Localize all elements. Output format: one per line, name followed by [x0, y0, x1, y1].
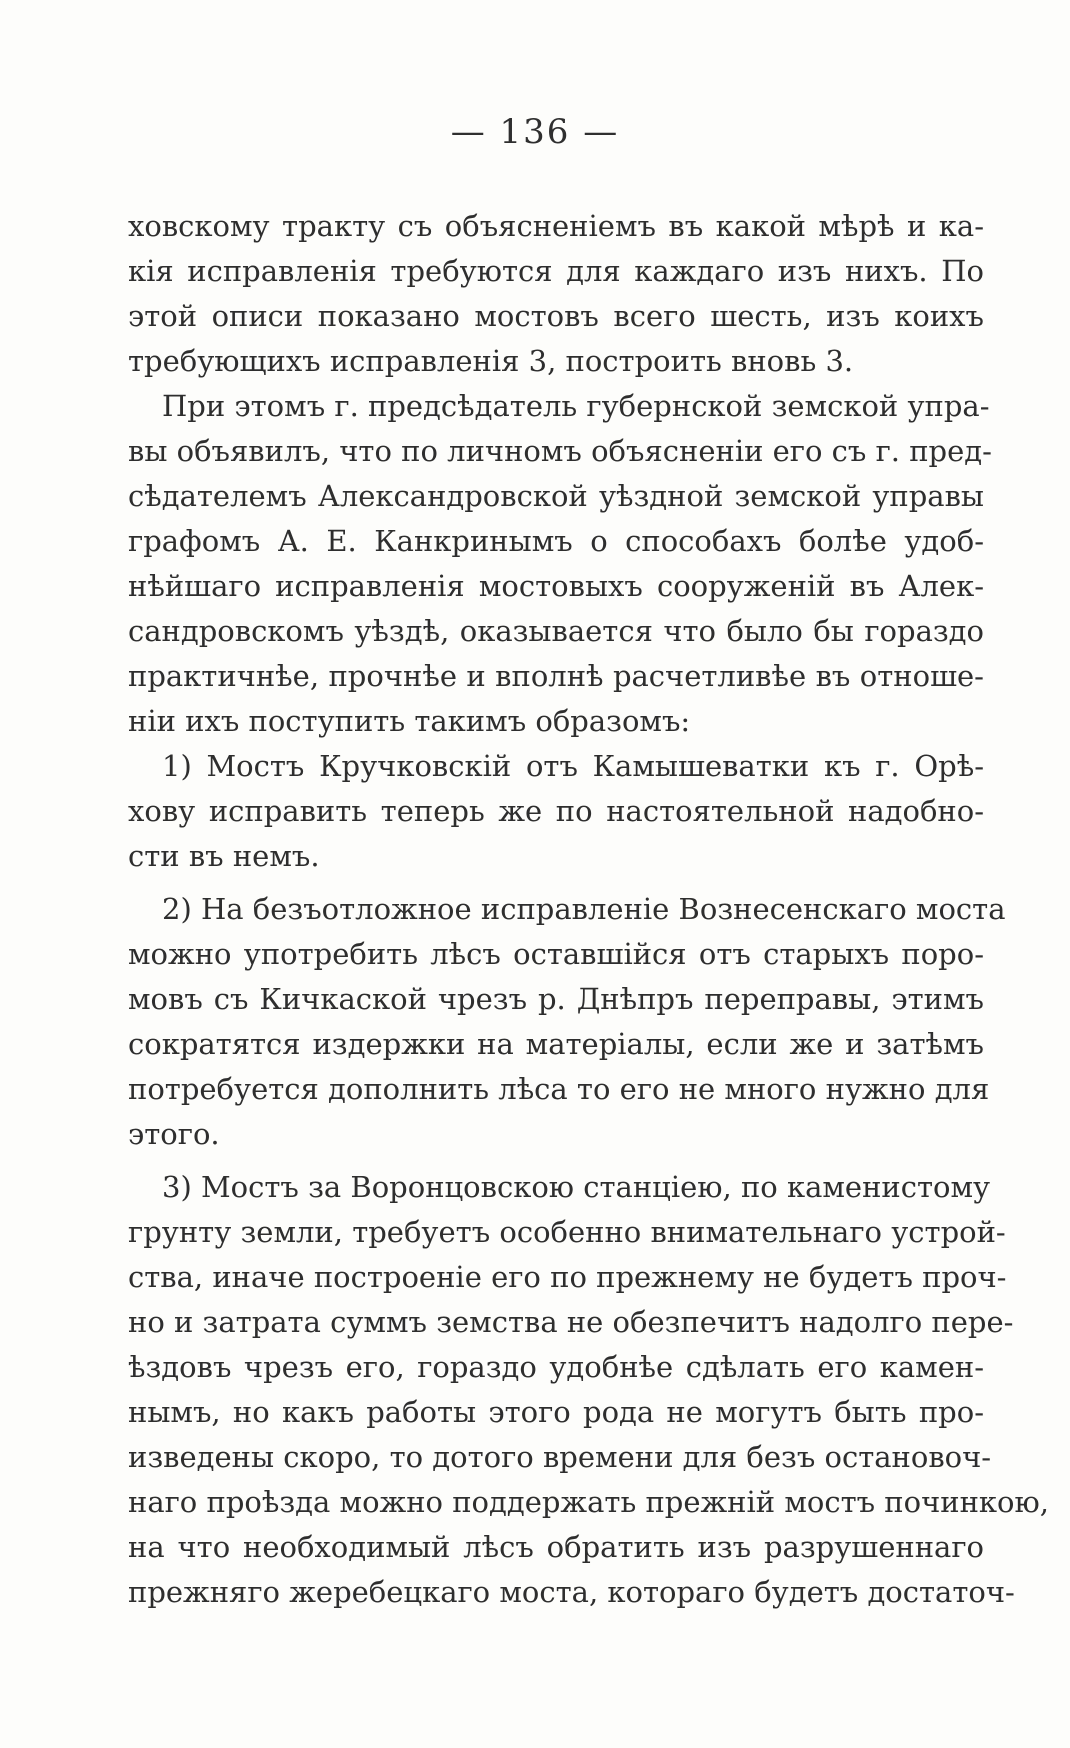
text-line: но и затрата суммъ земства не обезпечитъ надолго пере-	[128, 1305, 1014, 1339]
text-line: нѣйшаго исправленія мостовыхъ сооруженій въ Алек-	[128, 569, 984, 603]
text-line: грунту земли, требуетъ особенно внимательнаго устрой-	[128, 1215, 1006, 1249]
text-line: потребуется дополнить лѣса то его не много нужно для	[128, 1072, 990, 1106]
text-line: этой описи показано мостовъ всего шесть, изъ коихъ	[128, 299, 984, 333]
paragraph	[128, 1165, 1049, 1615]
text-line: требующихъ исправленія 3, построить вновь 3.	[128, 344, 854, 378]
paragraph-gap	[128, 879, 984, 887]
paragraph	[128, 744, 984, 879]
text-line: изведены скоро, то дотого времени для безъ остановоч-	[128, 1440, 992, 1474]
text-line: вы объявилъ, что по личномъ объясненіи его съ г. пред-	[128, 434, 992, 468]
text-line: сѣдателемъ Александровской уѣздной земской управы	[128, 479, 984, 513]
text-line: ніи ихъ поступить такимъ образомъ:	[128, 704, 691, 738]
text-line: наго проѣзда можно поддержать прежній мостъ починкою,	[128, 1485, 1049, 1519]
text-line: нымъ, но какъ работы этого рода не могутъ быть про-	[128, 1395, 984, 1429]
text-line: на что необходимый лѣсъ обратить изъ разрушеннаго	[128, 1530, 984, 1564]
text-line: можно употребить лѣсъ оставшійся отъ старыхъ поро-	[128, 937, 984, 971]
text-line: ѣздовъ чрезъ его, гораздо удобнѣе сдѣлать его камен-	[128, 1350, 984, 1384]
text-line: практичнѣе, прочнѣе и вполнѣ расчетливѣе въ отноше-	[128, 659, 984, 693]
text-line: ства, иначе построеніе его по прежнему не будетъ проч-	[128, 1260, 1007, 1294]
text-line: сти въ немъ.	[128, 839, 320, 873]
text-line: сократятся издержки на матеріалы, если же и затѣмъ	[128, 1027, 984, 1061]
text-line: этого.	[128, 1117, 220, 1151]
paragraph	[128, 887, 1006, 1157]
text-line: хову исправить теперь же по настоятельной надобно-	[128, 794, 984, 828]
text-line: 3) Мостъ за Воронцовскою станціею, по каменистому	[162, 1170, 991, 1204]
text-line: ховскому тракту съ объясненіемъ въ какой мѣрѣ и ка-	[128, 209, 984, 243]
body-text	[128, 204, 1049, 1615]
text-line: сандровскомъ уѣздѣ, оказывается что было бы гораздо	[128, 614, 984, 648]
paragraph	[128, 384, 992, 744]
paragraph-gap	[128, 1157, 984, 1165]
paragraph	[128, 204, 984, 384]
text-line: При этомъ г. предсѣдатель губернской земской упра-	[162, 389, 990, 423]
text-line: прежняго жеребецкаго моста, котораго будетъ достаточ-	[128, 1575, 1015, 1609]
text-line: мовъ съ Кичкаской чрезъ р. Днѣпръ переправы, этимъ	[128, 982, 984, 1016]
text-line: 2) На безъотложное исправленіе Вознесенскаго моста	[162, 892, 1006, 926]
text-line: графомъ А. Е. Канкринымъ о способахъ болѣе удоб-	[128, 524, 984, 558]
page-number: — 136 —	[450, 112, 620, 152]
text-line: кія исправленія требуются для каждаго изъ нихъ. По	[128, 254, 984, 288]
text-line: 1) Мостъ Кручковскій отъ Камышеватки къ г. Орѣ-	[162, 749, 984, 783]
